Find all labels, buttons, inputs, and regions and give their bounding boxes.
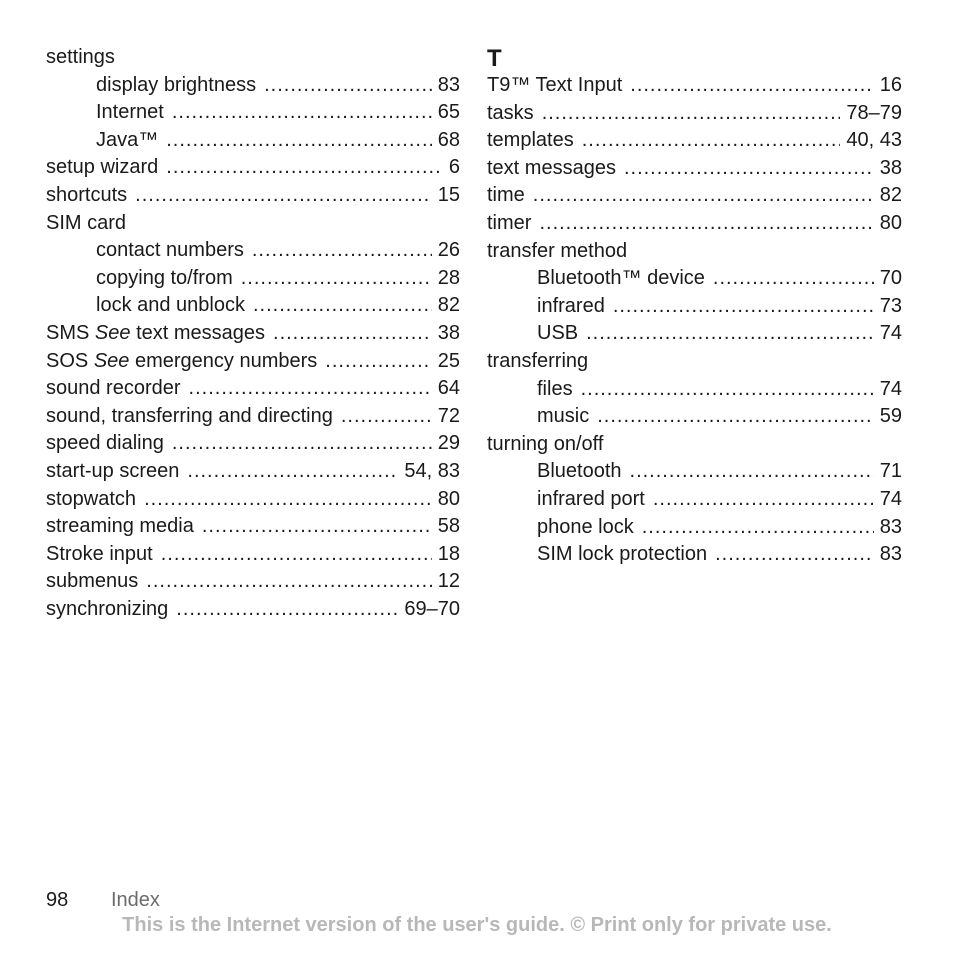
entry-term — [487, 431, 603, 459]
entry-term-text: submenus — [46, 570, 139, 593]
entry-term-text: phone lock — [537, 515, 634, 538]
dot-leader — [252, 237, 432, 265]
entry-term — [487, 210, 531, 238]
entry-term-text: copying to/from — [96, 266, 233, 289]
page-reference: 80 — [879, 211, 902, 234]
dot-leader — [613, 293, 874, 321]
entry-term-text: tasks — [487, 101, 534, 124]
index-entry — [487, 182, 902, 210]
index-entry — [46, 348, 460, 376]
entry-term-text: infrared port — [537, 487, 645, 510]
entry-term-text: sound recorder — [46, 377, 181, 400]
index-entry — [46, 430, 460, 458]
index-column-left — [46, 44, 460, 623]
page-reference: 58 — [437, 515, 460, 538]
entry-term — [487, 155, 616, 183]
entry-term — [537, 541, 707, 569]
index-subentry — [487, 403, 902, 431]
index-subentry — [487, 376, 902, 404]
dot-leader — [341, 403, 432, 431]
index-entry — [487, 127, 902, 155]
index-entry — [487, 100, 902, 128]
page-reference: 73 — [879, 294, 902, 317]
index-entry — [46, 154, 460, 182]
index-entry — [46, 182, 460, 210]
entry-term — [46, 182, 127, 210]
entry-term — [537, 376, 573, 404]
page-reference: 71 — [879, 460, 902, 483]
page-reference: 38 — [437, 321, 460, 344]
index-entry — [46, 541, 460, 569]
page-reference: 65 — [437, 101, 460, 124]
dot-leader — [202, 513, 432, 541]
entry-term-text: setup wizard — [46, 156, 159, 179]
entry-term-text: templates — [487, 129, 574, 152]
page-reference: 74 — [879, 322, 902, 345]
see-target: text messages — [136, 321, 266, 344]
page-reference: 25 — [437, 349, 460, 372]
entry-term — [96, 99, 164, 127]
entry-term — [96, 127, 158, 155]
page-reference: 72 — [437, 404, 460, 427]
entry-term — [537, 403, 589, 431]
entry-term-text: timer — [487, 211, 532, 234]
page-reference: 68 — [437, 128, 460, 151]
entry-term — [96, 292, 245, 320]
entry-term-text: Java™ — [96, 128, 159, 151]
entry-term-text: Bluetooth — [537, 460, 622, 483]
index-subentry — [487, 265, 902, 293]
index-subentry — [46, 265, 460, 293]
dot-leader — [597, 403, 874, 431]
page-reference: 82 — [437, 294, 460, 317]
index-subentry — [46, 99, 460, 127]
dot-leader — [653, 486, 874, 514]
index-subentry — [487, 293, 902, 321]
entry-term — [537, 486, 645, 514]
entry-term-text: shortcuts — [46, 183, 128, 206]
dot-leader — [253, 292, 432, 320]
entry-term — [46, 568, 138, 596]
entry-term — [46, 513, 194, 541]
page-reference: 18 — [437, 542, 460, 565]
index-entry — [46, 210, 460, 238]
page-reference: 69–70 — [404, 597, 460, 620]
page-reference: 28 — [437, 266, 460, 289]
index-column-right — [487, 44, 902, 569]
entry-term — [46, 403, 333, 431]
entry-term-text: Stroke input — [46, 542, 153, 565]
entry-term — [487, 238, 627, 266]
index-entry — [46, 513, 460, 541]
dot-leader — [715, 541, 874, 569]
index-list-right — [487, 72, 902, 569]
index-subentry — [46, 72, 460, 100]
dot-leader — [533, 182, 874, 210]
dot-leader — [630, 458, 874, 486]
entry-term-text: time — [487, 184, 525, 207]
dot-leader — [273, 320, 432, 348]
entry-term-text: SIM lock protection — [537, 543, 708, 566]
index-entry — [487, 238, 902, 266]
dot-leader — [581, 376, 874, 404]
index-entry — [487, 431, 902, 459]
entry-term — [96, 72, 256, 100]
dot-leader — [241, 265, 432, 293]
dot-leader — [582, 127, 841, 155]
page-reference: 29 — [437, 432, 460, 455]
entry-term — [96, 265, 233, 293]
entry-term-text: transfer method — [487, 239, 628, 262]
index-subentry — [46, 237, 460, 265]
page-reference: 12 — [437, 570, 460, 593]
dot-leader — [539, 210, 873, 238]
dot-leader — [586, 320, 874, 348]
dot-leader — [166, 154, 443, 182]
entry-term — [487, 182, 525, 210]
index-subentry — [487, 541, 902, 569]
page-reference: 16 — [879, 74, 902, 96]
dot-leader — [161, 541, 432, 569]
entry-term-text: streaming media — [46, 515, 194, 538]
dot-leader — [176, 596, 398, 624]
entry-term — [487, 348, 588, 376]
dot-leader — [325, 348, 431, 376]
dot-leader — [172, 99, 432, 127]
page-number: 98 — [46, 889, 69, 911]
dot-leader — [189, 375, 432, 403]
entry-term — [537, 514, 634, 542]
page-reference: 15 — [437, 183, 460, 206]
page-reference: 6 — [448, 156, 460, 179]
entry-term — [537, 293, 605, 321]
entry-term — [537, 265, 705, 293]
index-entry — [46, 320, 460, 348]
dot-leader — [146, 568, 431, 596]
entry-term-text: music — [537, 405, 590, 428]
index-entry — [487, 210, 902, 238]
index-entry — [46, 596, 460, 624]
index-subentry — [46, 127, 460, 155]
page-reference: 38 — [879, 156, 902, 179]
dot-leader — [144, 486, 432, 514]
copyright-notice: This is the Internet version of the user's guide. © Print only for private use. — [122, 914, 832, 936]
entry-term-text: transferring — [487, 349, 589, 372]
index-subentry — [487, 320, 902, 348]
page-reference: 64 — [437, 377, 460, 400]
section-name: Index — [111, 889, 160, 911]
entry-term-text: Internet — [96, 101, 164, 124]
index-letter-heading: T — [487, 45, 502, 72]
dot-leader — [542, 100, 841, 128]
page-reference: 83 — [879, 543, 902, 566]
index-entry — [487, 348, 902, 376]
page-reference: 59 — [879, 405, 902, 428]
page-reference: 80 — [437, 487, 460, 510]
entry-term — [46, 430, 164, 458]
entry-term — [96, 237, 244, 265]
page-reference: 82 — [879, 184, 902, 207]
dot-leader — [642, 514, 874, 542]
entry-term-text: synchronizing — [46, 597, 169, 620]
entry-term-text: start-up screen — [46, 459, 180, 482]
entry-term-text: speed dialing — [46, 432, 164, 455]
entry-term — [46, 320, 265, 348]
dot-leader — [166, 127, 432, 155]
index-entry — [487, 155, 902, 183]
entry-term-text: SMS — [46, 321, 90, 344]
entry-term-text: contact numbers — [96, 239, 244, 262]
entry-term — [46, 458, 179, 486]
page-reference: 83 — [879, 515, 902, 538]
page-reference: 74 — [879, 377, 902, 400]
see-reference: See — [93, 349, 130, 372]
page-reference: 78–79 — [846, 101, 902, 124]
dot-leader — [187, 458, 398, 486]
entry-term — [46, 154, 158, 182]
index-entry — [46, 403, 460, 431]
dot-leader — [172, 430, 432, 458]
entry-term — [537, 320, 578, 348]
index-subentry — [487, 458, 902, 486]
entry-term-text: SIM card — [46, 211, 127, 234]
page-reference: 74 — [879, 487, 902, 510]
see-reference: See — [94, 321, 131, 344]
entry-term-text: display brightness — [96, 73, 257, 96]
entry-term-text: Bluetooth™ device — [537, 267, 705, 290]
entry-term — [46, 348, 317, 376]
page-reference: 40, 43 — [846, 129, 902, 152]
dot-leader — [264, 72, 432, 100]
entry-term-text: files — [537, 377, 573, 400]
entry-term — [46, 541, 153, 569]
entry-term-text: stopwatch — [46, 487, 137, 510]
entry-term-text: USB — [537, 322, 579, 345]
entry-term-text: infrared — [537, 294, 605, 317]
entry-term — [487, 127, 574, 155]
page-reference: 83 — [437, 73, 460, 96]
dot-leader — [135, 182, 432, 210]
index-entry — [46, 44, 460, 72]
index-entry — [46, 375, 460, 403]
entry-term — [46, 596, 168, 624]
see-target: emergency numbers — [134, 349, 318, 372]
dot-leader — [630, 72, 873, 100]
entry-term — [46, 375, 181, 403]
entry-term-text: lock and unblock — [96, 294, 245, 317]
dot-leader — [713, 265, 874, 293]
page-reference: 70 — [879, 267, 902, 290]
index-entry — [46, 568, 460, 596]
entry-term — [46, 486, 136, 514]
entry-term — [46, 44, 115, 72]
page-reference: 54, 83 — [404, 459, 460, 482]
entry-term-text: settings — [46, 46, 115, 68]
entry-term — [487, 100, 534, 128]
index-entry — [46, 458, 460, 486]
entry-term-text: sound, transferring and directing — [46, 404, 333, 427]
entry-term-text: SOS — [46, 349, 89, 372]
index-subentry — [46, 292, 460, 320]
entry-term — [46, 210, 126, 238]
index-subentry — [487, 514, 902, 542]
entry-term-text: T9™ Text Input — [487, 74, 623, 96]
index-entry — [487, 72, 902, 100]
entry-term-text: turning on/off — [487, 432, 604, 455]
entry-term — [537, 458, 622, 486]
entry-term — [487, 72, 622, 100]
index-entry — [46, 486, 460, 514]
entry-term-text: text messages — [487, 156, 616, 179]
page-reference: 26 — [437, 239, 460, 262]
dot-leader — [624, 155, 874, 183]
index-subentry — [487, 486, 902, 514]
